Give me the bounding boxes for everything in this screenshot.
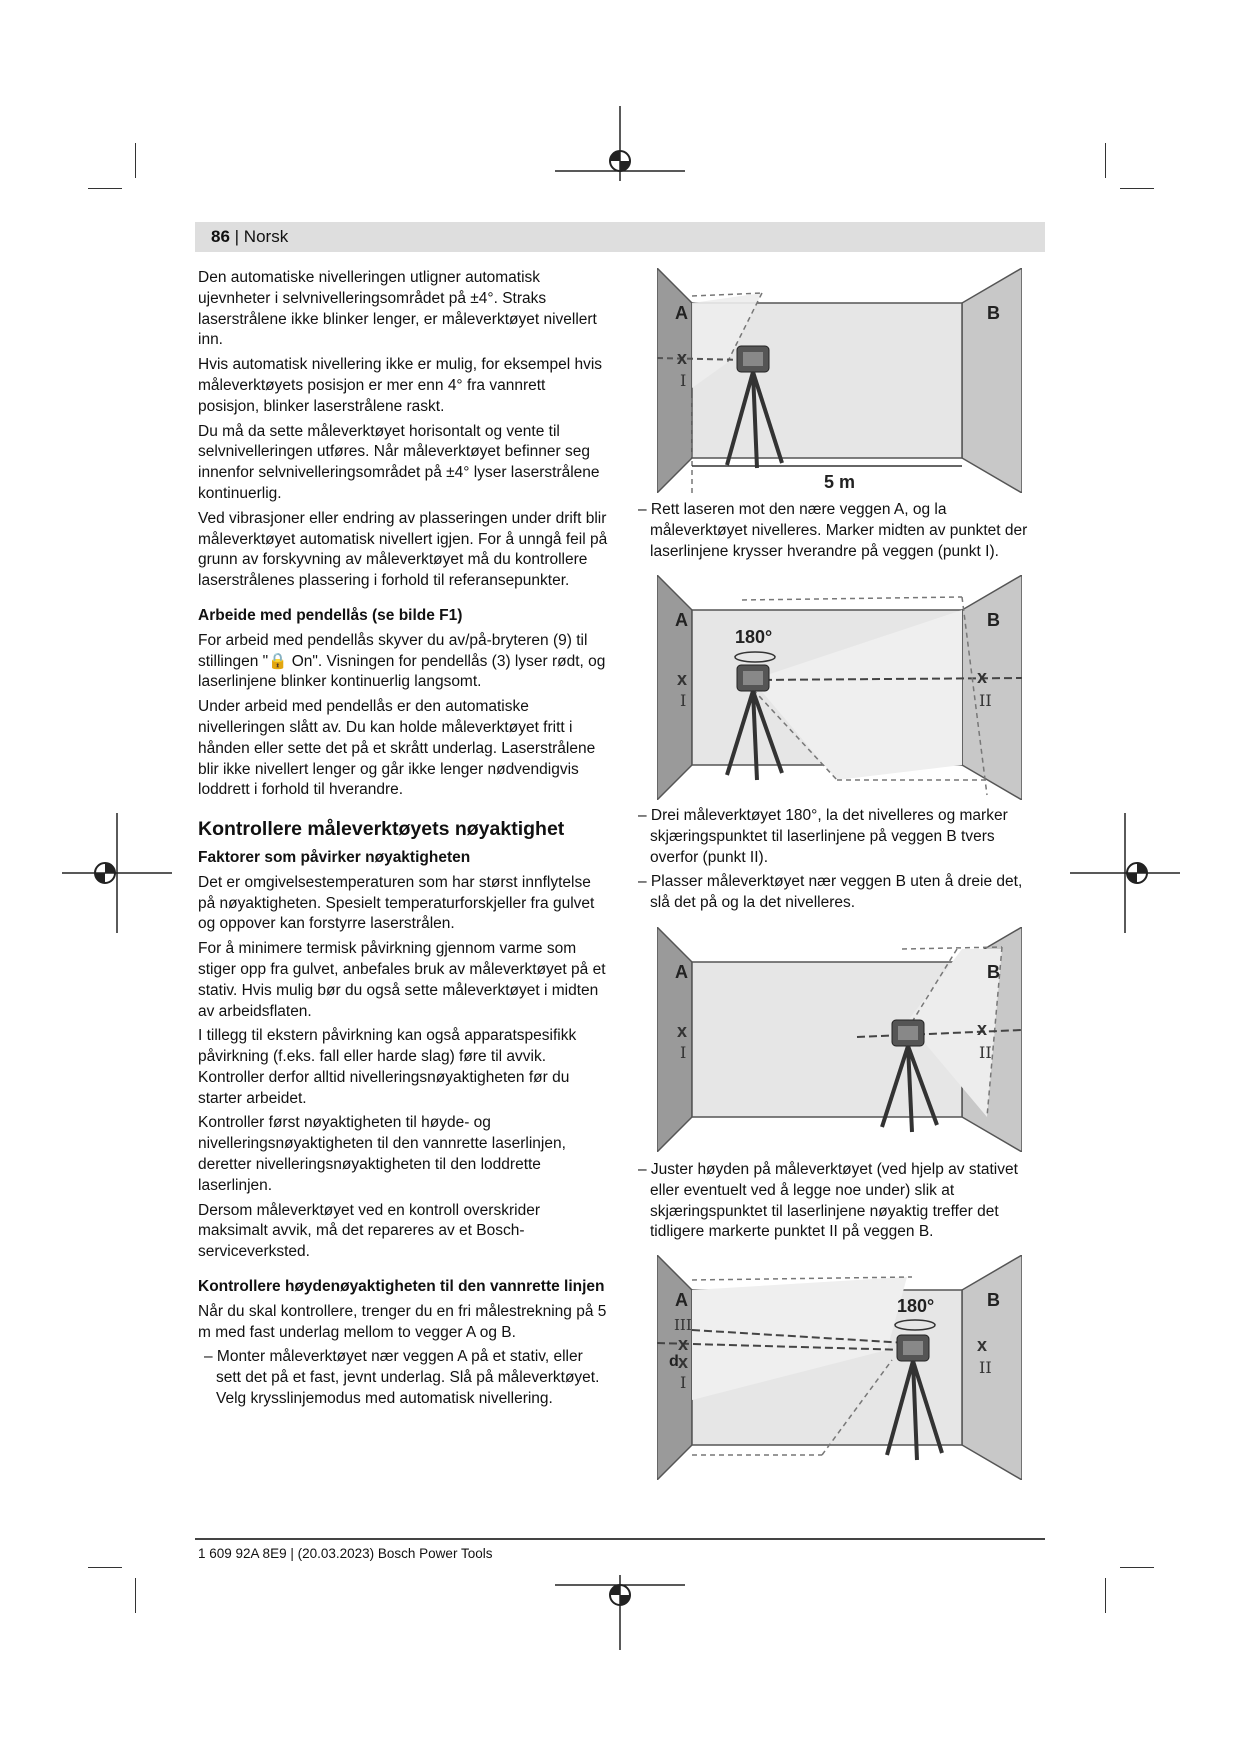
wall-label-b: B xyxy=(987,303,1000,323)
registration-mark-right xyxy=(1070,813,1180,933)
figure-1 xyxy=(657,268,1022,493)
point-mark-x: x xyxy=(677,1021,688,1041)
factors-paragraph-3: I tillegg til ekstern påvirkning kan også apparatspesifikk påvirkning (f.eks. fall eller harde slag) føre til avvik. Kontroller derfor alltid nivelleringsnøyaktigheten før du starter arbeidet. xyxy=(198,1027,577,1107)
wall-label-a: A xyxy=(675,962,688,982)
point-mark-x: x xyxy=(977,667,988,687)
pendel-heading: Arbeide med pendellås (se bilde F1) xyxy=(198,606,463,624)
wall-label-b: B xyxy=(987,610,1000,630)
registration-mark-bottom xyxy=(555,1570,685,1650)
point-label-2: II xyxy=(979,691,992,710)
point-mark-x: x xyxy=(677,669,688,689)
wall-label-b: B xyxy=(987,1290,1000,1310)
factors-paragraph-1: Det er omgivelsestemperaturen som har størst innflytelse på nøyaktigheten. Spesielt temperaturforskjeller fra gulvet og oppover kan forstyrre laserstrålen. xyxy=(198,873,595,933)
point-label-1: I xyxy=(680,1373,687,1392)
factors-heading: Faktorer som påvirker nøyaktigheten xyxy=(198,848,471,866)
height-paragraph-1: Når du skal kontrollere, trenger du en fri målestrekning på 5 m med fast underlag mellom to vegger A og B. xyxy=(198,1302,607,1341)
page-language: Norsk xyxy=(243,227,289,246)
intro-paragraph-4: Ved vibrasjoner eller endring av plasseringen under drift blir måleverktøyet automatisk nivellert igjen. For å unngå feil på grunn av forskyvning av måleverktøyet må du kontrollere laserstrålenes plassering i forhold til referansepunkter. xyxy=(198,509,608,590)
step-figure-2: – Drei måleverktøyet 180°, la det nivelleres og marker skjæringspunktet til laserlinjene på veggen B tvers overfor (punkt II). – Plasser måleverktøyet nær veggen B uten å dreie det, slå det på og la det nivelleres. xyxy=(638,807,1023,912)
wall-label-a: A xyxy=(675,610,688,630)
point-label-1: I xyxy=(680,371,687,390)
point-label-1: I xyxy=(680,1043,687,1062)
footer-text: 1 609 92A 8E9 | (20.03.2023) Bosch Power Tools xyxy=(198,1546,493,1561)
left-column xyxy=(198,268,608,1414)
height-step-1: – Monter måleverktøyet nær veggen A på et stativ, eller sett det på et fast, jevnt underlag. Slå på måleverktøyet. Velg krysslinjemodus med automatisk nivellering. xyxy=(204,1348,600,1408)
factors-paragraph-4: Kontroller først nøyaktigheten til høyde- og nivelleringsnøyaktigheten til den vannrette laserlinjen, deretter nivelleringsnøyaktigheten til den loddrette laserlinjen. xyxy=(198,1114,566,1194)
factors-paragraph-2: For å minimere termisk påvirkning gjennom varme som stiger opp fra gulvet, anbefales bruk av måleverktøyet på et stativ. Hvis mulig bør du også sette måleverktøyet i midten av arbeidsflaten. xyxy=(198,940,606,1020)
footer-divider xyxy=(195,1538,1045,1540)
deviation-label: d xyxy=(669,1353,679,1370)
wall-label-a: A xyxy=(675,1290,688,1310)
step-figure-3: – Juster høyden på måleverktøyet (ved hjelp av stativet eller eventuelt ved å legge noe under) slik at skjæringspunktet til laserlinjene nøyaktig treffer det tidligere markerte punktet II på veggen B. xyxy=(638,1161,1018,1241)
point-mark-x: x xyxy=(677,348,688,368)
page-number: 86 xyxy=(211,227,230,246)
figure-3 xyxy=(657,927,1022,1152)
wall-label-a: A xyxy=(675,303,688,323)
point-label-2: II xyxy=(979,1043,992,1062)
point-mark-x: x xyxy=(977,1019,988,1039)
rotation-label: 180° xyxy=(735,627,773,647)
factors-paragraph-5: Dersom måleverktøyet ved en kontroll overskrider maksimalt avvik, må det repareres av et Bosch-serviceverksted. xyxy=(198,1201,540,1261)
point-label-1: I xyxy=(680,691,687,710)
step-figure-1: – Rett laseren mot den nære veggen A, og la måleverktøyet nivelleres. Marker midten av punktet der laserlinjene krysser hverandre på veggen (punkt I). xyxy=(638,501,1028,560)
page-header: 86 | Norsk xyxy=(195,222,1045,252)
intro-paragraph-2: Hvis automatisk nivellering ikke er mulig, for eksempel hvis måleverktøyets posisjon er mer enn 4° fra vannrett posisjon, blinker laserstrålene raskt. xyxy=(198,356,603,415)
distance-label: 5 m xyxy=(824,472,856,492)
figure-4 xyxy=(657,1255,1022,1480)
intro-paragraph-3: Du må da sette måleverktøyet horisontalt og vente til selvnivelleringen utføres. Når måleverktøyet befinner seg innenfor selvnivelleringsområdet på ±4° lyser laserstrålene kontinuerlig. xyxy=(198,422,600,502)
intro-paragraph-1: Den automatiske nivelleringen utligner automatisk ujevnheter i selvnivelleringsområdet på ±4°. Straks laserstrålene ikke blinker lenger, er måleverktøyet nivellert inn. xyxy=(198,269,597,349)
pendel-paragraph-1: For arbeid med pendellås skyver du av/på-bryteren (9) til stillingen "🔒 On". Visningen for pendellås (3) lyser rødt, og laserlinjene blinker kontinuerlig langsomt. xyxy=(198,631,606,691)
point-label-2: II xyxy=(979,1358,992,1377)
point-mark-x: x xyxy=(977,1335,988,1355)
point-label-3: III xyxy=(674,1316,692,1334)
figure-2 xyxy=(657,575,1022,800)
rotation-label: 180° xyxy=(897,1296,935,1316)
registration-mark-top xyxy=(555,106,685,186)
pendel-paragraph-2: Under arbeid med pendellås er den automatiske nivelleringen slått av. Du kan holde måleverktøyet fritt i hånden eller sette det på et skrått underlag. Laserstrålene blir ikke nivellert lenger og går ikke lenger nødvendigvis loddrett i forhold til hverandre. xyxy=(198,698,596,799)
point-mark-x: x xyxy=(678,1352,689,1372)
point-mark-x: x xyxy=(678,1334,689,1354)
registration-mark-left xyxy=(62,813,172,933)
height-heading: Kontrollere høydenøyaktigheten til den vannrette linjen xyxy=(198,1278,605,1296)
wall-label-b: B xyxy=(987,962,1000,982)
section-heading: Kontrollere måleverktøyets nøyaktighet xyxy=(198,818,565,841)
